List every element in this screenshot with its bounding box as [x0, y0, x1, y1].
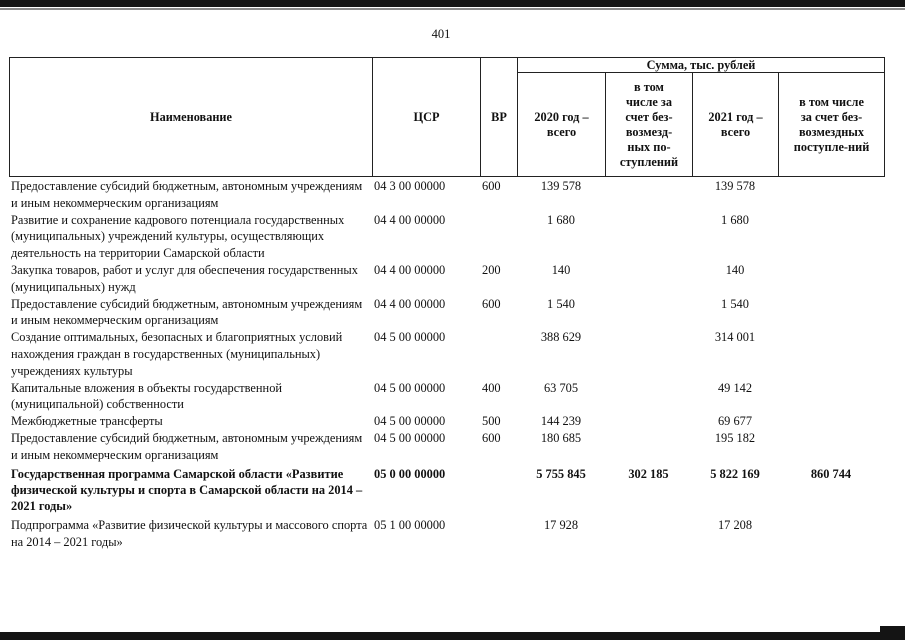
- row-2021-total: 314 001: [714, 330, 756, 345]
- table-row: [9, 212, 884, 262]
- row-name: Государственная программа Самарской области «Развитие физической культуры и спорта в Самарской области на 2014 – 2021 годы»: [11, 466, 363, 513]
- row-vr: 600: [482, 296, 501, 311]
- row-vr: [480, 464, 517, 515]
- row-name: Межбюджетные трансферты: [11, 414, 163, 429]
- row-csr: 04 4 00 00000: [374, 262, 446, 277]
- row-vr: 200: [482, 262, 501, 277]
- header-2021-gratuitous: в том числе за счет без-возмездных поступле-ний: [779, 73, 885, 177]
- row-2020-gratuitous: [605, 514, 692, 551]
- row-2021-gratuitous: [778, 380, 884, 414]
- row-vr: 400: [482, 380, 501, 395]
- table-row: [9, 329, 884, 379]
- row-2021-total: 195 182: [714, 430, 756, 445]
- row-name: Предоставление субсидий бюджетным, автономным учреждениям и иным некоммерческим организациям: [11, 430, 363, 462]
- row-2021-gratuitous: [778, 413, 884, 430]
- row-2020-gratuitous: 302 185: [628, 466, 669, 481]
- row-csr: 05 0 00 00000: [374, 466, 446, 481]
- row-name: Подпрограмма «Развитие физической культуры и массового спорта на 2014 – 2021 годы»: [11, 518, 368, 549]
- row-2020-gratuitous: [605, 296, 692, 330]
- row-csr: 05 1 00 00000: [374, 518, 446, 533]
- header-2020-total: 2020 год – всего: [518, 73, 606, 177]
- row-2020-total: 140: [551, 262, 571, 277]
- header-csr: ЦСР: [373, 58, 481, 177]
- row-vr: [480, 329, 517, 379]
- table-row: [9, 430, 884, 464]
- row-2021-total: 69 677: [717, 414, 753, 429]
- table-header: [9, 57, 885, 177]
- header-name: Наименование: [10, 58, 373, 177]
- row-2021-total: 139 578: [714, 179, 756, 193]
- table-row-program: [9, 464, 884, 515]
- row-2020-total: 5 755 845: [536, 466, 586, 481]
- row-2020-gratuitous: [605, 413, 692, 430]
- row-vr: 600: [482, 430, 501, 445]
- row-2021-total: 49 142: [717, 380, 753, 395]
- row-2021-total: 140: [725, 262, 745, 277]
- row-2020-gratuitous: [605, 178, 692, 212]
- table-row: [9, 178, 884, 212]
- scan-bottom-corner: [880, 626, 905, 640]
- row-2021-gratuitous: [778, 262, 884, 296]
- row-2020-total: 17 928: [543, 518, 579, 533]
- page-number: 401: [431, 27, 451, 41]
- row-2021-gratuitous: [778, 212, 884, 262]
- table-row: [9, 296, 884, 330]
- row-csr: 04 4 00 00000: [374, 212, 446, 227]
- row-csr: 04 4 00 00000: [374, 296, 446, 311]
- row-2020-gratuitous: [605, 430, 692, 464]
- header-vr: ВР: [481, 58, 518, 177]
- row-2020-total: 388 629: [540, 330, 582, 345]
- row-2020-gratuitous: [605, 329, 692, 379]
- scan-bottom-border: [0, 632, 905, 640]
- row-csr: 04 5 00 00000: [374, 380, 446, 395]
- row-2020-gratuitous: [605, 262, 692, 296]
- row-2020-total: 139 578: [540, 179, 582, 193]
- row-2021-gratuitous: [778, 514, 884, 551]
- row-csr: 04 5 00 00000: [374, 430, 446, 445]
- row-2021-total: 5 822 169: [710, 466, 760, 481]
- table-row: [9, 380, 884, 414]
- row-name: Закупка товаров, работ и услуг для обеспечения государственных (муниципальных) нужд: [11, 262, 358, 294]
- table-row: [9, 413, 884, 430]
- row-2021-gratuitous: [778, 178, 884, 212]
- row-vr: [480, 212, 517, 262]
- row-vr: 500: [482, 414, 501, 429]
- scan-top-border-shadow: [0, 8, 905, 10]
- row-2021-gratuitous: [778, 329, 884, 379]
- row-name: Капитальные вложения в объекты государственной (муниципальной) собственности: [11, 380, 283, 412]
- row-name: Предоставление субсидий бюджетным, автономным учреждениям и иным некоммерческим организациям: [11, 179, 363, 210]
- header-sum-group: Сумма, тыс. рублей: [518, 58, 885, 73]
- row-vr: [480, 514, 517, 551]
- row-2021-gratuitous: 860 744: [810, 466, 852, 481]
- row-2021-total: 1 540: [721, 296, 749, 311]
- row-csr: 04 3 00 00000: [374, 179, 446, 193]
- row-2020-gratuitous: [605, 380, 692, 414]
- row-vr: 600: [482, 179, 501, 193]
- row-name: Создание оптимальных, безопасных и благоприятных условий нахождения граждан в государственных (муниципальных) учреждениях культуры: [11, 330, 343, 378]
- row-2020-total: 1 680: [547, 212, 575, 227]
- row-csr: 04 5 00 00000: [374, 330, 446, 345]
- row-2021-total: 1 680: [721, 212, 749, 227]
- table-row: [9, 262, 884, 296]
- row-2020-total: 1 540: [547, 296, 575, 311]
- row-2020-gratuitous: [605, 212, 692, 262]
- budget-table: [9, 178, 884, 551]
- row-name: Развитие и сохранение кадрового потенциала государственных (муниципальных) учреждений культуры, осуществляющих деятельность на территории Самарской области: [11, 212, 345, 261]
- row-2021-gratuitous: [778, 430, 884, 464]
- row-2020-total: 180 685: [540, 430, 582, 445]
- row-name: Предоставление субсидий бюджетным, автономным учреждениям и иным некоммерческим организациям: [11, 296, 363, 328]
- row-csr: 04 5 00 00000: [374, 414, 446, 429]
- row-2021-gratuitous: [778, 296, 884, 330]
- table-row: [9, 514, 884, 551]
- header-2021-total: 2021 год – всего: [693, 73, 779, 177]
- header-2020-gratuitous: в том числе за счет без-возмезд-ных по-ступлений: [606, 73, 693, 177]
- row-2020-total: 144 239: [540, 414, 582, 429]
- row-2020-total: 63 705: [543, 380, 579, 395]
- row-2021-total: 17 208: [717, 518, 753, 533]
- scan-top-border: [0, 0, 905, 7]
